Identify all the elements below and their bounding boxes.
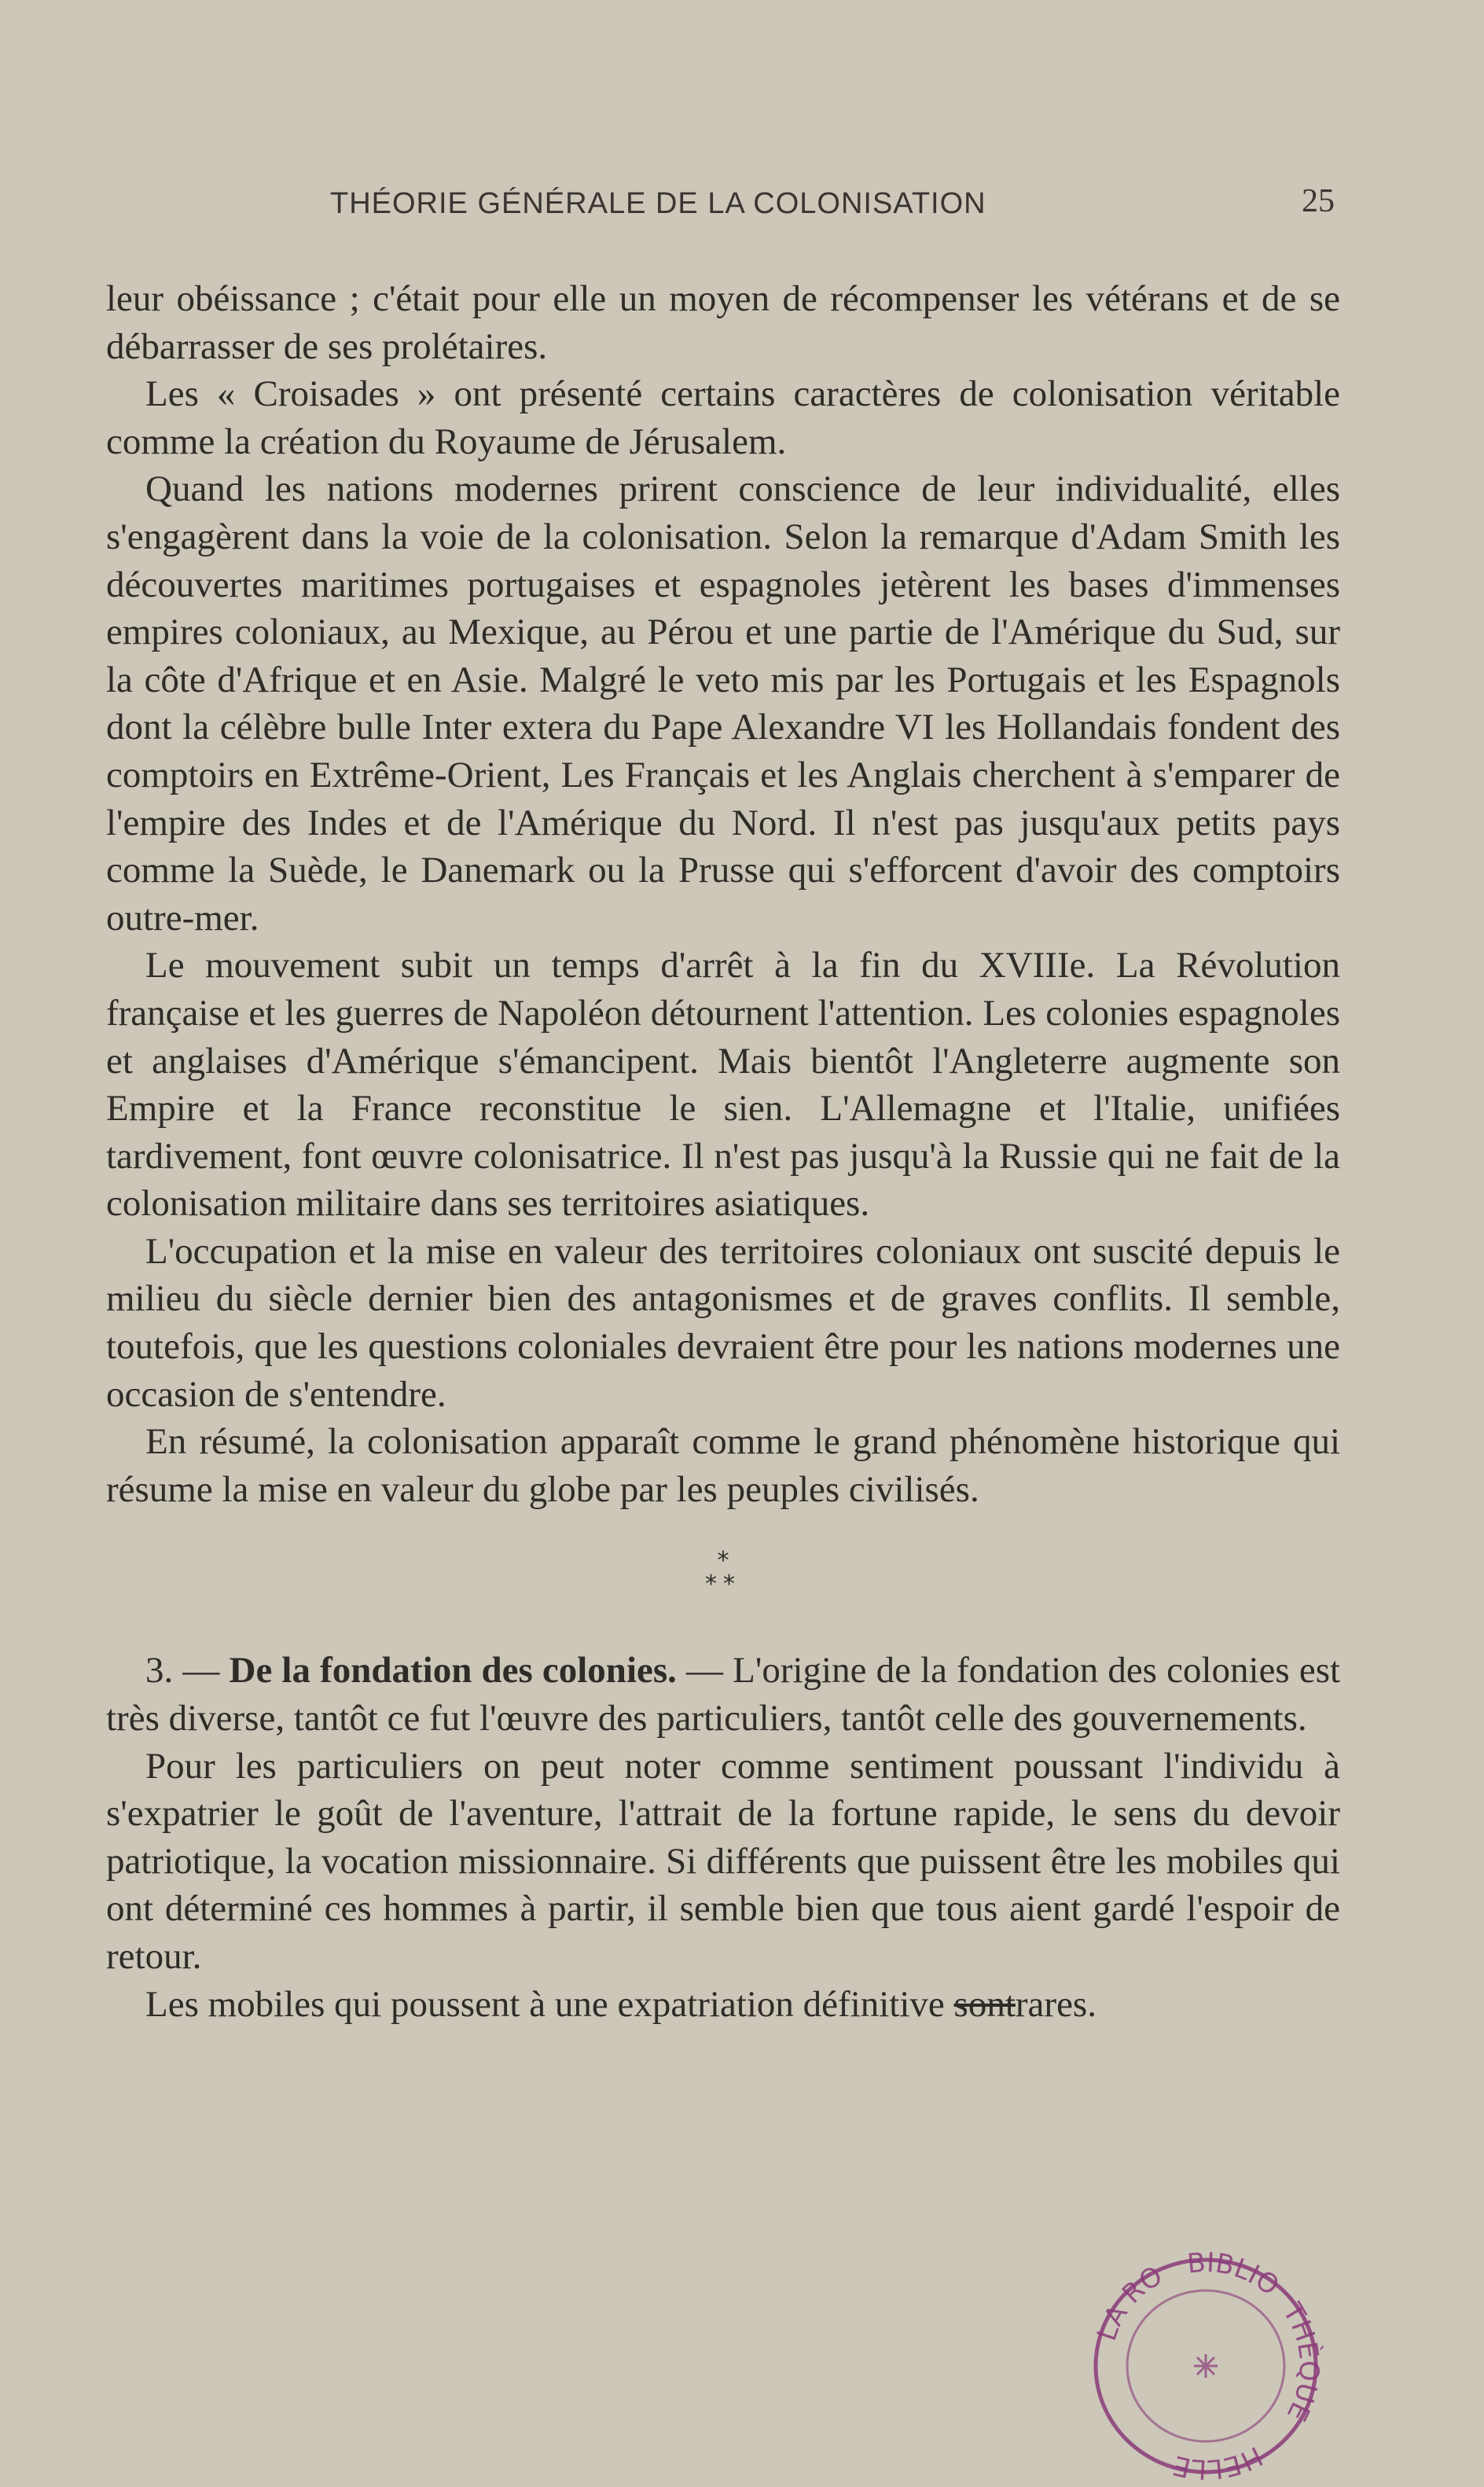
paragraph: leur obéissance ; c'était pour elle un moyen de récompenser les vétérans et de se débarrasser de ses prolétaires. <box>106 278 1340 367</box>
section-separator <box>106 1547 1340 1599</box>
library-stamp <box>1080 2248 1332 2484</box>
section-heading-paragraph <box>106 1647 1340 1742</box>
paragraph: L'occupation et la mise en valeur des territoires coloniaux ont suscité depuis le milieu du siècle dernier bien des antagonismes et de graves conflits. Il semble, toutefois, que les questions coloniales devraient être pour les nations modernes une occasion de s'entendre. <box>106 1230 1340 1415</box>
last-line-text: Les mobiles qui poussent à une expatriation définitive <box>145 1983 945 2025</box>
separator-star-top: * <box>717 1547 729 1575</box>
stamp-text-bottom: HELLE <box>1170 2439 1268 2484</box>
paragraph: Quand les nations modernes prirent conscience de leur individualité, elles s'engagèrent dans la voie de la colonisation. Selon la remarque d'Adam Smith les découvertes maritimes portugaises et espagnoles jetèrent les bases d'immenses empires coloniaux, au Mexique, au Pérou et une partie de l'Amérique du Sud, sur la côte d'Afrique et en Asie. Malgré le veto mis par les Portugais et les Espagnols dont la célèbre bulle Inter extera du Pape Alexandre VI les Hollandais fondent des comptoirs en Extrême-Orient, Les Français et les Anglais cherchent à s'emparer de l'empire des Indes et de l'Amérique du Nord. Il n'est pas jusqu'aux petits pays comme la Suède, le Danemark ou la Prusse qui s'efforcent d'avoir des comptoirs outre-mer. <box>106 468 1340 939</box>
separator-star-bottom: ** <box>705 1570 741 1599</box>
section-lead-text: L'origine de la fondation des colonies est très diverse, tantôt ce fut l'œuvre des particuliers, tantôt celle des gouvernements. <box>106 1650 1341 1739</box>
stamp-center-emblem <box>1194 2354 1218 2378</box>
page-body <box>106 275 1340 2028</box>
paragraph: En résumé, la colonisation apparaît comme le grand phénomène historique qui résume la mise en valeur du globe par les peuples civilisés. <box>106 1421 1340 1510</box>
stamp-text-right: THÈQUE <box>1276 2298 1325 2426</box>
paragraph-last-line <box>106 1981 1340 2029</box>
running-header <box>0 183 1484 226</box>
section-dash: — <box>686 1650 724 1692</box>
svg-text:BIBLIO <box>1186 2248 1285 2302</box>
paragraph: Les « Croisades » ont présenté certains caractères de colonisation véritable comme la création du Royaume de Jérusalem. <box>106 373 1340 462</box>
page-number: 25 <box>1302 183 1335 219</box>
running-title: THÉORIE GÉNÉRALE DE LA COLONISATION <box>330 187 986 220</box>
stamp-text-left: LA RO <box>1091 2260 1169 2346</box>
section-title: De la fondation des colonies. <box>229 1650 677 1692</box>
paragraph: Pour les particuliers on peut noter comme sentiment poussant l'individu à s'expatrier le goût de l'aventure, l'attrait de la fortune rapide, le sens du devoir patriotique, la vocation missionnaire. Si différents que puissent être les mobiles qui ont déterminé ces hommes à partir, il semble bien que tous aient gardé l'espoir de retour. <box>106 1745 1340 1977</box>
paragraph: Le mouvement subit un temps d'arrêt à la fin du XVIIIe. La Révolution française et les guerres de Napoléon détournent l'attention. Les colonies espagnoles et anglaises d'Amérique s'émancipent. Mais bientôt l'Angleterre augmente son Empire et la France reconstitue le sien. L'Allemagne et l'Italie, unifiées tardivement, font œuvre colonisatrice. Il n'est pas jusqu'à la Russie qui ne fait de la colonisation militaire dans ses territoires asiatiques. <box>106 945 1340 1225</box>
svg-text:LA RO <box>1091 2260 1168 2345</box>
struck-word: sont <box>953 1983 1016 2025</box>
section-dash: — <box>182 1650 220 1692</box>
svg-text:HELLE <box>1170 2440 1268 2484</box>
stamp-text-top: BIBLIO <box>1185 2248 1285 2302</box>
section-number: 3. <box>145 1650 174 1692</box>
last-line-end: rares. <box>1015 1983 1096 2025</box>
